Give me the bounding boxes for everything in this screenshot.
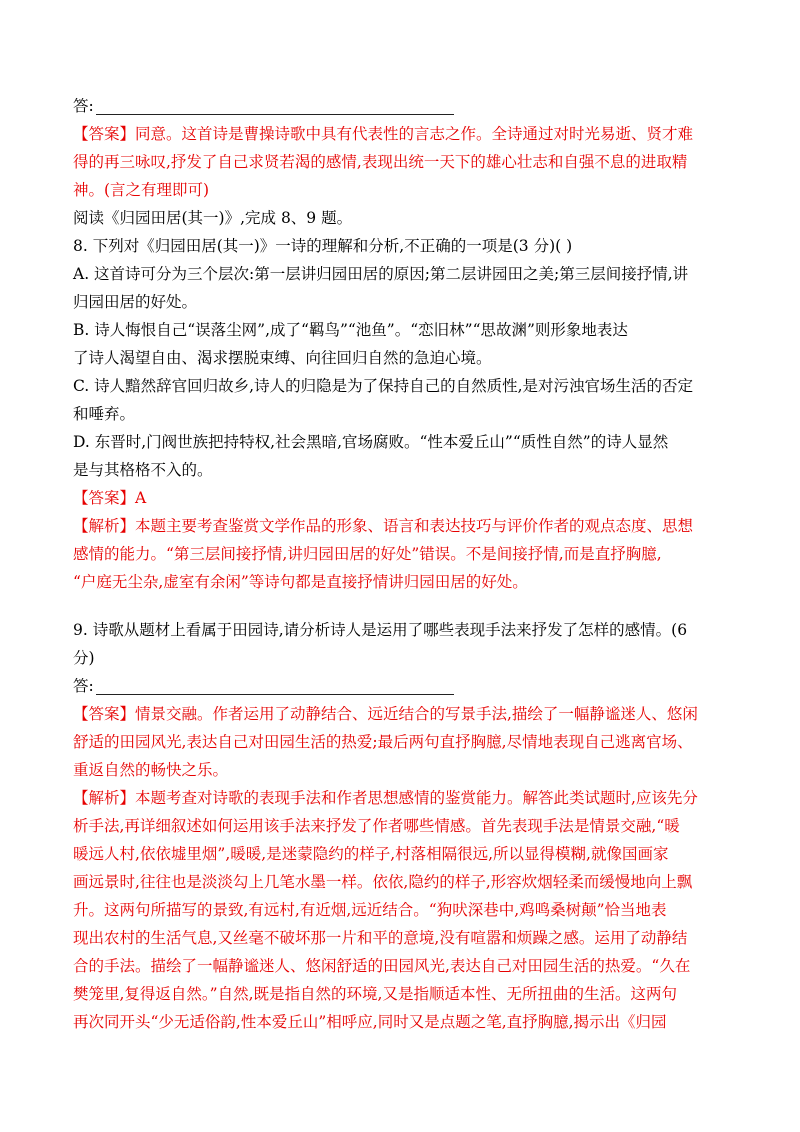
q8-option-c-line-2: 和唾弃。 xyxy=(73,405,136,423)
q9-answer-line-3: 重返自然的畅快之乐。 xyxy=(73,761,229,779)
q8-option-b-line-2: 了诗人渴望自由、渴求摆脱束缚、向往回归自然的急迫心境。 xyxy=(73,349,492,367)
q8-answer: 【答案】A xyxy=(73,489,147,507)
answer-line-q7 xyxy=(73,92,731,120)
q9-analysis-line-3: 暖远人村,依依墟里烟”,暖暖,是迷蒙隐约的样子,村落相隔很远,所以显得模糊,就像国画家 xyxy=(73,845,669,863)
answer-blank[interactable] xyxy=(96,676,454,695)
q9-answer-line-1: 【答案】情景交融。作者运用了动静结合、远近结合的写景手法,描绘了一幅静谧迷人、悠闲 xyxy=(73,705,698,723)
q9-stem-line-1: 9. 诗歌从题材上看属于田园诗,请分析诗人是运用了哪些表现手法来抒发了怎样的感情。(6 xyxy=(73,621,688,639)
q9-stem-line-2: 分) xyxy=(73,649,95,667)
q8-analysis-line-1: 【解析】本题主要考查鉴赏文学作品的形象、语言和表达技巧与评价作者的观点态度、思想 xyxy=(73,517,694,535)
answer-line-q9 xyxy=(73,672,731,700)
q9-analysis-line-9: 再次同开头“少无适俗韵,性本爱丘山”相呼应,同时又是点题之笔,直抒胸臆,揭示出《归园 xyxy=(73,1013,667,1031)
document-page xyxy=(73,92,731,1036)
q9-analysis-line-6: 现出农村的生活气息,又丝毫不破坏那一片和平的意境,没有喧嚣和烦躁之感。运用了动静结 xyxy=(73,929,688,947)
q8-option-d-line-2: 是与其格格不入的。 xyxy=(73,461,213,479)
q9-analysis-line-7: 合的手法。描绘了一幅静谧迷人、悠闲舒适的田园风光,表达自己对田园生活的热爱。“久在 xyxy=(73,957,691,975)
q9-analysis-line-1: 【解析】本题考查对诗歌的表现手法和作者思想感情的鉴赏能力。解答此类试题时,应该先分 xyxy=(73,789,698,807)
q8-option-a-line-2: 归园田居的好处。 xyxy=(73,293,198,311)
q8-option-b-line-1: B. 诗人悔恨自己“误落尘网”,成了“羁鸟”“池鱼”。“恋旧林”“思故渊”则形象地表达 xyxy=(73,321,628,339)
q7-answer-line-2: 得的再三咏叹,抒发了自己求贤若渴的感情,表现出统一天下的雄心壮志和自强不息的进取精 xyxy=(73,153,688,171)
q9-analysis-line-5: 升。这两句所描写的景致,有远村,有近烟,远近结合。“狗吠深巷中,鸡鸣桑树颠”恰当地表 xyxy=(73,901,667,919)
q7-answer-line-1: 【答案】同意。这首诗是曹操诗歌中具有代表性的言志之作。全诗通过对时光易逝、贤才难 xyxy=(73,125,694,143)
q8-stem: 8. 下列对《归园田居(其一)》一诗的理解和分析,不正确的一项是(3 分)( ) xyxy=(73,237,573,255)
q8-option-c-line-1: C. 诗人黯然辞官回归故乡,诗人的归隐是为了保持自己的自然质性,是对污浊官场生活的否定 xyxy=(73,377,694,395)
reading-intro: 阅读《归园田居(其一)》,完成 8、9 题。 xyxy=(73,209,353,227)
q8-option-d-line-1: D. 东晋时,门阀世族把持特权,社会黑暗,官场腐败。“性本爱丘山”“质性自然”的诗人显然 xyxy=(73,433,669,451)
q7-answer-line-3: 神。(言之有理即可) xyxy=(73,181,210,199)
q8-option-a-line-1: A. 这首诗可分为三个层次:第一层讲归园田居的原因;第二层讲园田之美;第三层间接抒情,讲 xyxy=(73,265,689,283)
q9-analysis-line-2: 析手法,再详细叙述如何运用该手法来抒发了作者哪些情感。首先表现手法是情景交融,“暖 xyxy=(73,817,680,835)
q9-analysis-line-8: 樊笼里,复得返自然。”自然,既是指自然的环境,又是指顺适本性、无所扭曲的生活。这两句 xyxy=(73,985,677,1003)
answer-prompt: 答: xyxy=(73,97,94,115)
paragraph-spacer xyxy=(73,596,731,616)
q9-analysis-line-4: 画远景时,往往也是淡淡勾上几笔水墨一样。依依,隐约的样子,形容炊烟轻柔而缓慢地向上飘 xyxy=(73,873,693,891)
answer-blank[interactable] xyxy=(96,96,454,115)
q9-answer-line-2: 舒适的田园风光,表达自己对田园生活的热爱;最后两句直抒胸臆,尽情地表现自己逃离官场、 xyxy=(73,733,693,751)
answer-prompt: 答: xyxy=(73,677,94,695)
q8-analysis-line-3: “户庭无尘杂,虚室有余闲”等诗句都是直接抒情讲归园田居的好处。 xyxy=(73,573,528,591)
q8-analysis-line-2: 感情的能力。“第三层间接抒情,讲归园田居的好处”错误。不是间接抒情,而是直抒胸臆, xyxy=(73,545,662,563)
